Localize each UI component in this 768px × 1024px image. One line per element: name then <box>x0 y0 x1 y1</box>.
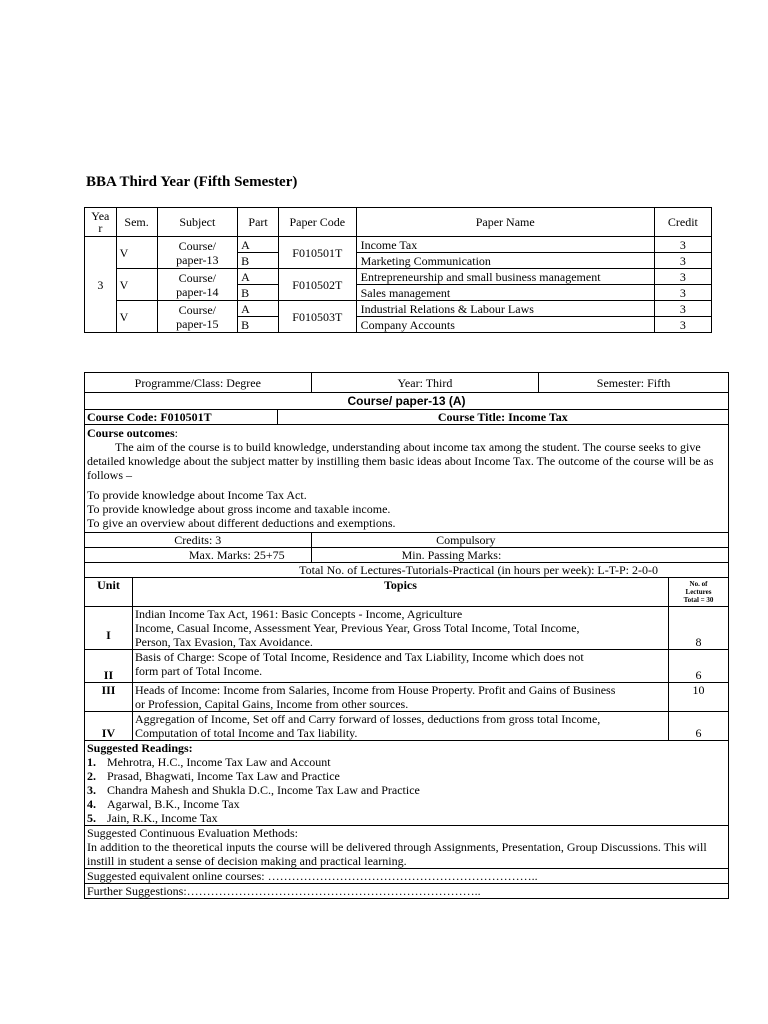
paper-name-cell: Sales management <box>356 285 654 301</box>
list-number: 2. <box>87 769 96 783</box>
sem-cell: V <box>116 301 157 333</box>
lectures-header <box>669 578 729 607</box>
sem-cell: V <box>116 269 157 301</box>
online-courses-row <box>85 869 729 884</box>
credit-cell: 3 <box>654 285 711 301</box>
year-cell: 3 <box>85 237 117 333</box>
list-item <box>87 769 726 783</box>
topic-line: Heads of Income: Income from Salaries, Income from House Property. Profit and Gains of Business <box>134 683 616 697</box>
course-code: Course Code: F010501T <box>85 410 278 425</box>
header-year: Yea r <box>85 208 117 237</box>
min-marks-cell: Min. Passing Marks: <box>311 548 728 563</box>
evaluation-cell <box>85 826 729 869</box>
paper-name-cell: Entrepreneurship and small business management <box>356 269 654 285</box>
readings-label: Suggested Readings: <box>87 741 193 755</box>
header-credit: Credit <box>654 208 711 237</box>
subject-line: Course/ <box>178 302 216 317</box>
header-part: Part <box>238 208 279 237</box>
compulsory-cell: Compulsory <box>311 533 728 548</box>
unit-lectures: 6 <box>669 650 729 683</box>
paper-name-cell: Company Accounts <box>356 317 654 333</box>
header-sem: Sem. <box>116 208 157 237</box>
readings-list <box>87 755 726 825</box>
year-cell: Year: Third <box>311 373 539 393</box>
further-suggestions-cell: Further Suggestions:……………………………………………………………….. <box>85 884 729 899</box>
list-item <box>87 797 726 811</box>
unit-row <box>85 712 729 741</box>
course-title: Course Title: Income Tax <box>277 410 728 425</box>
outcome-item: To give an overview about different deductions and exemptions. <box>87 516 396 530</box>
topic-line: or Profession, Capital Gains, Income from other sources. <box>134 697 409 711</box>
subject-cell <box>157 301 238 333</box>
list-number: 5. <box>87 811 96 825</box>
paper-title: Course/ paper-13 (A) <box>85 393 729 410</box>
lectures-header-line: Total = 30 <box>683 596 714 604</box>
paper-code-cell: F010502T <box>279 269 357 301</box>
subject-cell <box>157 237 238 269</box>
programme-cell: Programme/Class: Degree <box>85 373 312 393</box>
part-cell: A <box>238 269 279 285</box>
unit-number: III <box>85 683 133 712</box>
unit-number: IV <box>85 712 133 741</box>
list-item <box>87 755 726 769</box>
topic-line: Computation of total Income and Tax liability. <box>134 726 358 740</box>
code-title-row <box>85 410 729 425</box>
part-cell: B <box>238 253 279 269</box>
topics-header: Topics <box>132 578 668 607</box>
table-row <box>85 269 712 285</box>
header-subject: Subject <box>157 208 238 237</box>
reading-text: Jain, R.K., Income Tax <box>107 811 218 825</box>
subject-line: paper-13 <box>176 252 219 267</box>
part-cell: A <box>238 237 279 253</box>
unit-topics <box>132 683 668 712</box>
sem-cell: V <box>116 237 157 269</box>
outcome-item: To provide knowledge about Income Tax Act. <box>87 488 307 502</box>
programme-row <box>85 373 729 393</box>
outcomes-heading <box>87 426 726 440</box>
semester-course-table <box>84 207 712 333</box>
unit-number: II <box>85 650 133 683</box>
outcomes-row <box>85 425 729 533</box>
list-number: 1. <box>87 755 96 769</box>
lectures-header-line: Lectures <box>685 588 712 596</box>
unit-topics <box>132 650 668 683</box>
list-item <box>87 783 726 797</box>
subject-cell <box>157 269 238 301</box>
evaluation-text: In addition to the theoretical inputs the course will be delivered through Assignments, Presentation, Group Discussions. This will instill in student a sense of decision making and practical learning. <box>87 840 707 868</box>
subject-line: paper-15 <box>176 316 219 331</box>
list-number: 3. <box>87 783 96 797</box>
unit-lectures: 8 <box>669 607 729 650</box>
page-heading: BBA Third Year (Fifth Semester) <box>86 174 298 190</box>
reading-text: Prasad, Bhagwati, Income Tax Law and Practice <box>107 769 340 783</box>
online-courses-cell: Suggested equivalent online courses: ………………………………………………………….. <box>85 869 729 884</box>
outcomes-label: Course outcomes <box>87 426 175 440</box>
subject-line: Course/ <box>178 238 216 253</box>
unit-row <box>85 650 729 683</box>
reading-text: Mehrotra, H.C., Income Tax Law and Account <box>107 755 331 769</box>
paper-name-cell: Industrial Relations & Labour Laws <box>356 301 654 317</box>
unit-header: Unit <box>85 578 133 607</box>
credit-cell: 3 <box>654 317 711 333</box>
unit-number: I <box>85 607 133 650</box>
topic-line: Person, Tax Evasion, Tax Avoidance. <box>134 635 313 649</box>
topic-line: Basis of Charge: Scope of Total Income, Residence and Tax Liability, Income which does not <box>134 650 584 664</box>
credits-row <box>85 533 729 548</box>
unit-topics <box>132 607 668 650</box>
further-suggestions-row <box>85 884 729 899</box>
topic-line: Aggregation of Income, Set off and Carry forward of losses, deductions from gross total Income, <box>134 712 601 726</box>
header-paper-code: Paper Code <box>279 208 357 237</box>
lectures-row <box>85 563 729 578</box>
part-cell: B <box>238 317 279 333</box>
outcome-item: To provide knowledge about gross income and taxable income. <box>87 502 391 516</box>
topic-line: Income, Casual Income, Assessment Year, Previous Year, Gross Total Income, Total Income, <box>134 621 580 635</box>
table-row <box>85 301 712 317</box>
evaluation-row <box>85 826 729 869</box>
table-row <box>85 237 712 253</box>
list-number: 4. <box>87 797 96 811</box>
credit-cell: 3 <box>654 237 711 253</box>
reading-text: Agarwal, B.K., Income Tax <box>107 797 240 811</box>
subject-line: Course/ <box>178 270 216 285</box>
credit-cell: 3 <box>654 301 711 317</box>
outcomes-paragraph: The aim of the course is to build knowledge, understanding about income tax among the student. The course seeks to give detailed knowledge about the subject matter by instilling them basic ideas about Income Tax. The outcome of the course will be as follows – <box>87 440 714 482</box>
max-marks-cell: Max. Marks: 25+75 <box>85 548 312 563</box>
part-cell: A <box>238 301 279 317</box>
credit-cell: 3 <box>654 253 711 269</box>
readings-row <box>85 741 729 826</box>
unit-topics <box>132 712 668 741</box>
unit-lectures: 10 <box>669 683 729 712</box>
reading-text: Chandra Mahesh and Shukla D.C., Income Tax Law and Practice <box>107 783 420 797</box>
unit-row <box>85 607 729 650</box>
lectures-header-line: No. of <box>689 580 708 588</box>
outcomes-cell <box>85 425 729 533</box>
outcomes-colon: : <box>174 426 178 440</box>
lectures-cell: Total No. of Lectures-Tutorials-Practical (in hours per week): L-T-P: 2-0-0 <box>85 563 729 578</box>
course-details-table <box>84 372 729 899</box>
header-paper-name: Paper Name <box>356 208 654 237</box>
paper-name-cell: Marketing Communication <box>356 253 654 269</box>
marks-row <box>85 548 729 563</box>
part-cell: B <box>238 285 279 301</box>
semester-cell: Semester: Fifth <box>539 373 729 393</box>
list-item <box>87 811 726 825</box>
credit-cell: 3 <box>654 269 711 285</box>
topic-line: form part of Total Income. <box>134 664 263 678</box>
paper-code-cell: F010501T <box>279 237 357 269</box>
unit-row <box>85 683 729 712</box>
evaluation-label: Suggested Continuous Evaluation Methods: <box>87 826 298 840</box>
paper-code-cell: F010503T <box>279 301 357 333</box>
units-header-row <box>85 578 729 607</box>
unit-lectures: 6 <box>669 712 729 741</box>
paper-title-row <box>85 393 729 410</box>
readings-cell <box>85 741 729 826</box>
table-header-row <box>85 208 712 237</box>
paper-name-cell: Income Tax <box>356 237 654 253</box>
subject-line: paper-14 <box>176 284 219 299</box>
credits-cell: Credits: 3 <box>85 533 312 548</box>
topic-line: Indian Income Tax Act, 1961: Basic Concepts - Income, Agriculture <box>134 607 463 621</box>
